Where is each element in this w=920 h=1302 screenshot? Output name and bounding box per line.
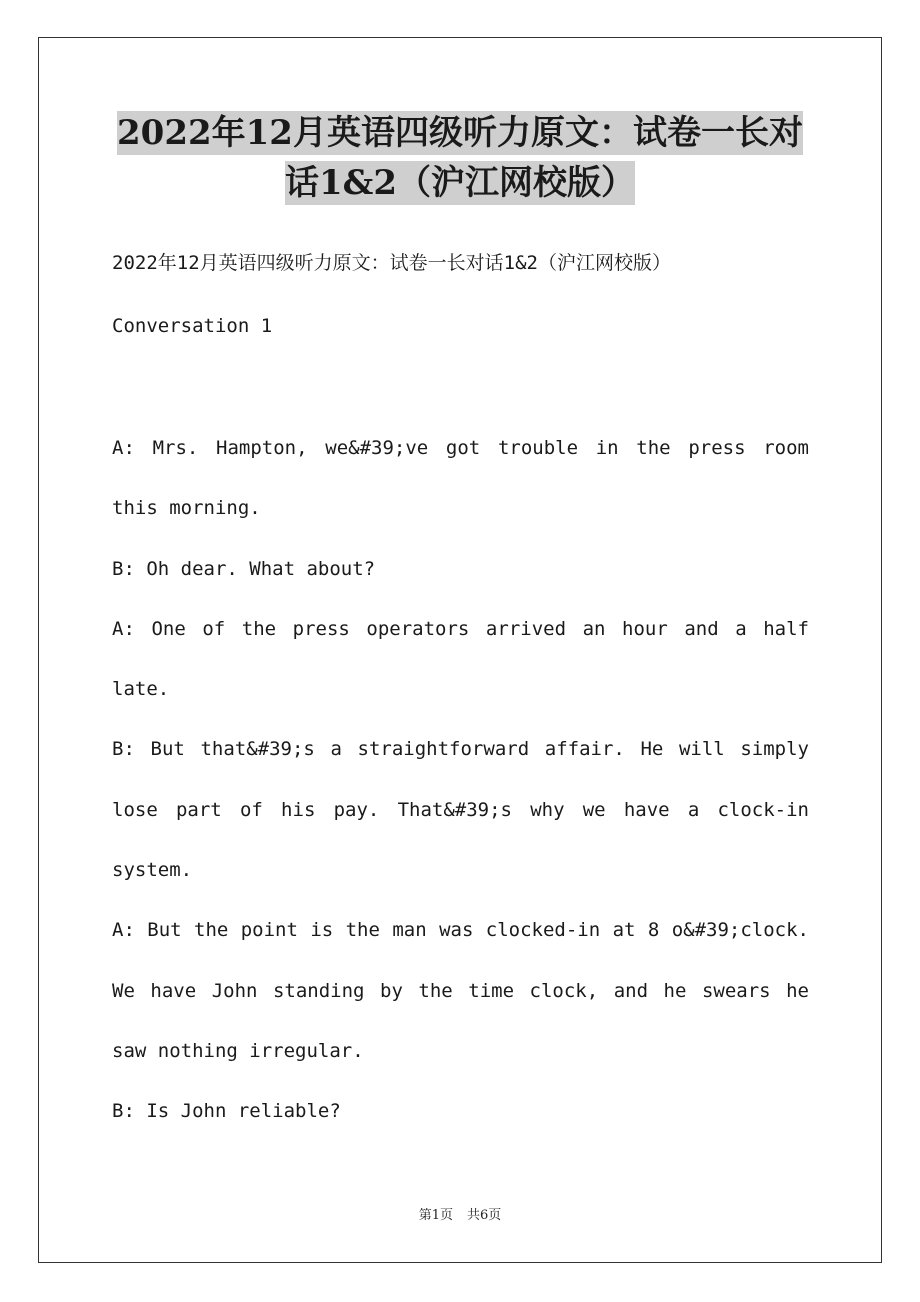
document-subtitle: 2022年12月英语四级听力原文：试卷一长对话1&2（沪江网校版） — [112, 252, 671, 274]
dialog-line: A: One of the press operators arrived an hour and a half late. — [112, 617, 809, 701]
title-line-1: 2022年12月英语四级听力原文：试卷一长对 — [117, 113, 803, 153]
dialog-body — [112, 418, 809, 1142]
dialog-line: B: Oh dear. What about? — [112, 557, 376, 580]
dialog-line: A: But the point is the man was clocked-in at 8 o&#39;clock. We have John standing by the time clock, and he swears he saw nothing irregular. — [112, 919, 809, 1062]
dialog-line: A: Mrs. Hampton, we&#39;ve got trouble in the press room this morning. — [112, 437, 809, 520]
document-title — [60, 108, 860, 208]
title-line-2: 话1&2（沪江网校版） — [284, 163, 635, 203]
dialog-line: B: But that&#39;s a straightforward affair. He will simply lose part of his pay. That&#39;s why we have a clock-in system. — [112, 738, 809, 882]
dialog-line: B: Is John reliable? — [112, 1100, 341, 1123]
page-footer — [0, 1204, 920, 1223]
page-number: 第1页 — [418, 1208, 453, 1223]
page-total: 共6页 — [467, 1208, 502, 1223]
conversation-heading: Conversation 1 — [112, 315, 273, 337]
